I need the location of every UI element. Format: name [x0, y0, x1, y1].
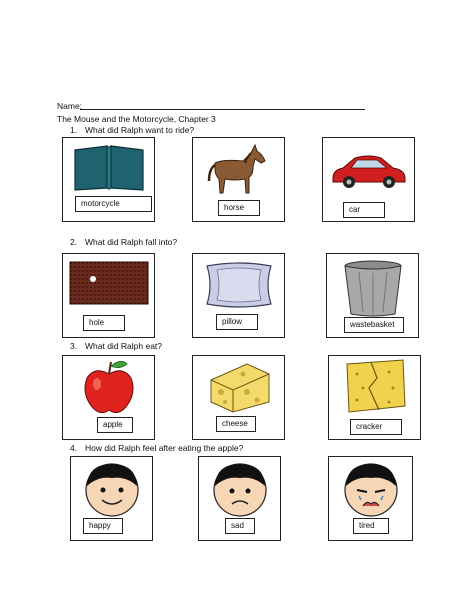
q4-option-tired[interactable] [328, 456, 413, 541]
q1-option-car[interactable] [322, 137, 415, 222]
wastebasket-icon [341, 258, 405, 318]
car-icon [329, 152, 409, 192]
option-label: motorcycle [75, 196, 152, 212]
q2-option-wastebasket[interactable] [326, 253, 419, 338]
cracker-icon [343, 358, 407, 416]
option-label: cracker [350, 419, 402, 435]
question-4-number: 4. [70, 443, 78, 453]
question-4-text: How did Ralph feel after eating the apple? [85, 443, 244, 453]
name-answer-line[interactable] [80, 109, 365, 110]
option-label: wastebasket [344, 317, 404, 333]
q3-option-apple[interactable] [62, 355, 155, 440]
name-label: Name: [57, 101, 83, 111]
sad-face-icon [210, 460, 270, 518]
q2-option-pillow[interactable] [192, 253, 285, 338]
pillow-icon [201, 260, 277, 310]
tired-face-icon [341, 460, 401, 518]
option-label: pillow [216, 314, 258, 330]
option-label: car [343, 202, 385, 218]
option-label: apple [97, 417, 133, 433]
question-2-number: 2. [70, 237, 78, 247]
option-label: sad [225, 518, 255, 534]
option-label: hole [83, 315, 125, 331]
book-icon [71, 144, 147, 192]
question-1-text: What did Ralph want to ride? [85, 125, 195, 135]
option-label: happy [83, 518, 123, 534]
question-1-number: 1. [70, 125, 78, 135]
horse-icon [199, 141, 269, 197]
question-3-text: What did Ralph eat? [85, 341, 163, 351]
happy-face-icon [82, 460, 142, 518]
option-label: horse [218, 200, 260, 216]
option-label: cheese [216, 416, 256, 432]
q3-option-cracker[interactable] [328, 355, 421, 440]
q4-option-sad[interactable] [198, 456, 281, 541]
worksheet-title: The Mouse and the Motorcycle, Chapter 3 [57, 114, 216, 124]
cheese-icon [207, 362, 273, 414]
option-label: tired [353, 518, 389, 534]
q1-option-horse[interactable] [192, 137, 285, 222]
apple-icon [81, 358, 137, 416]
q1-option-motorcycle[interactable] [62, 137, 155, 222]
hole-board-icon [69, 261, 149, 305]
question-2-text: What did Ralph fall into? [85, 237, 178, 247]
q3-option-cheese[interactable] [192, 355, 285, 440]
q2-option-hole[interactable] [62, 253, 155, 338]
question-3-number: 3. [70, 341, 78, 351]
q4-option-happy[interactable] [70, 456, 153, 541]
